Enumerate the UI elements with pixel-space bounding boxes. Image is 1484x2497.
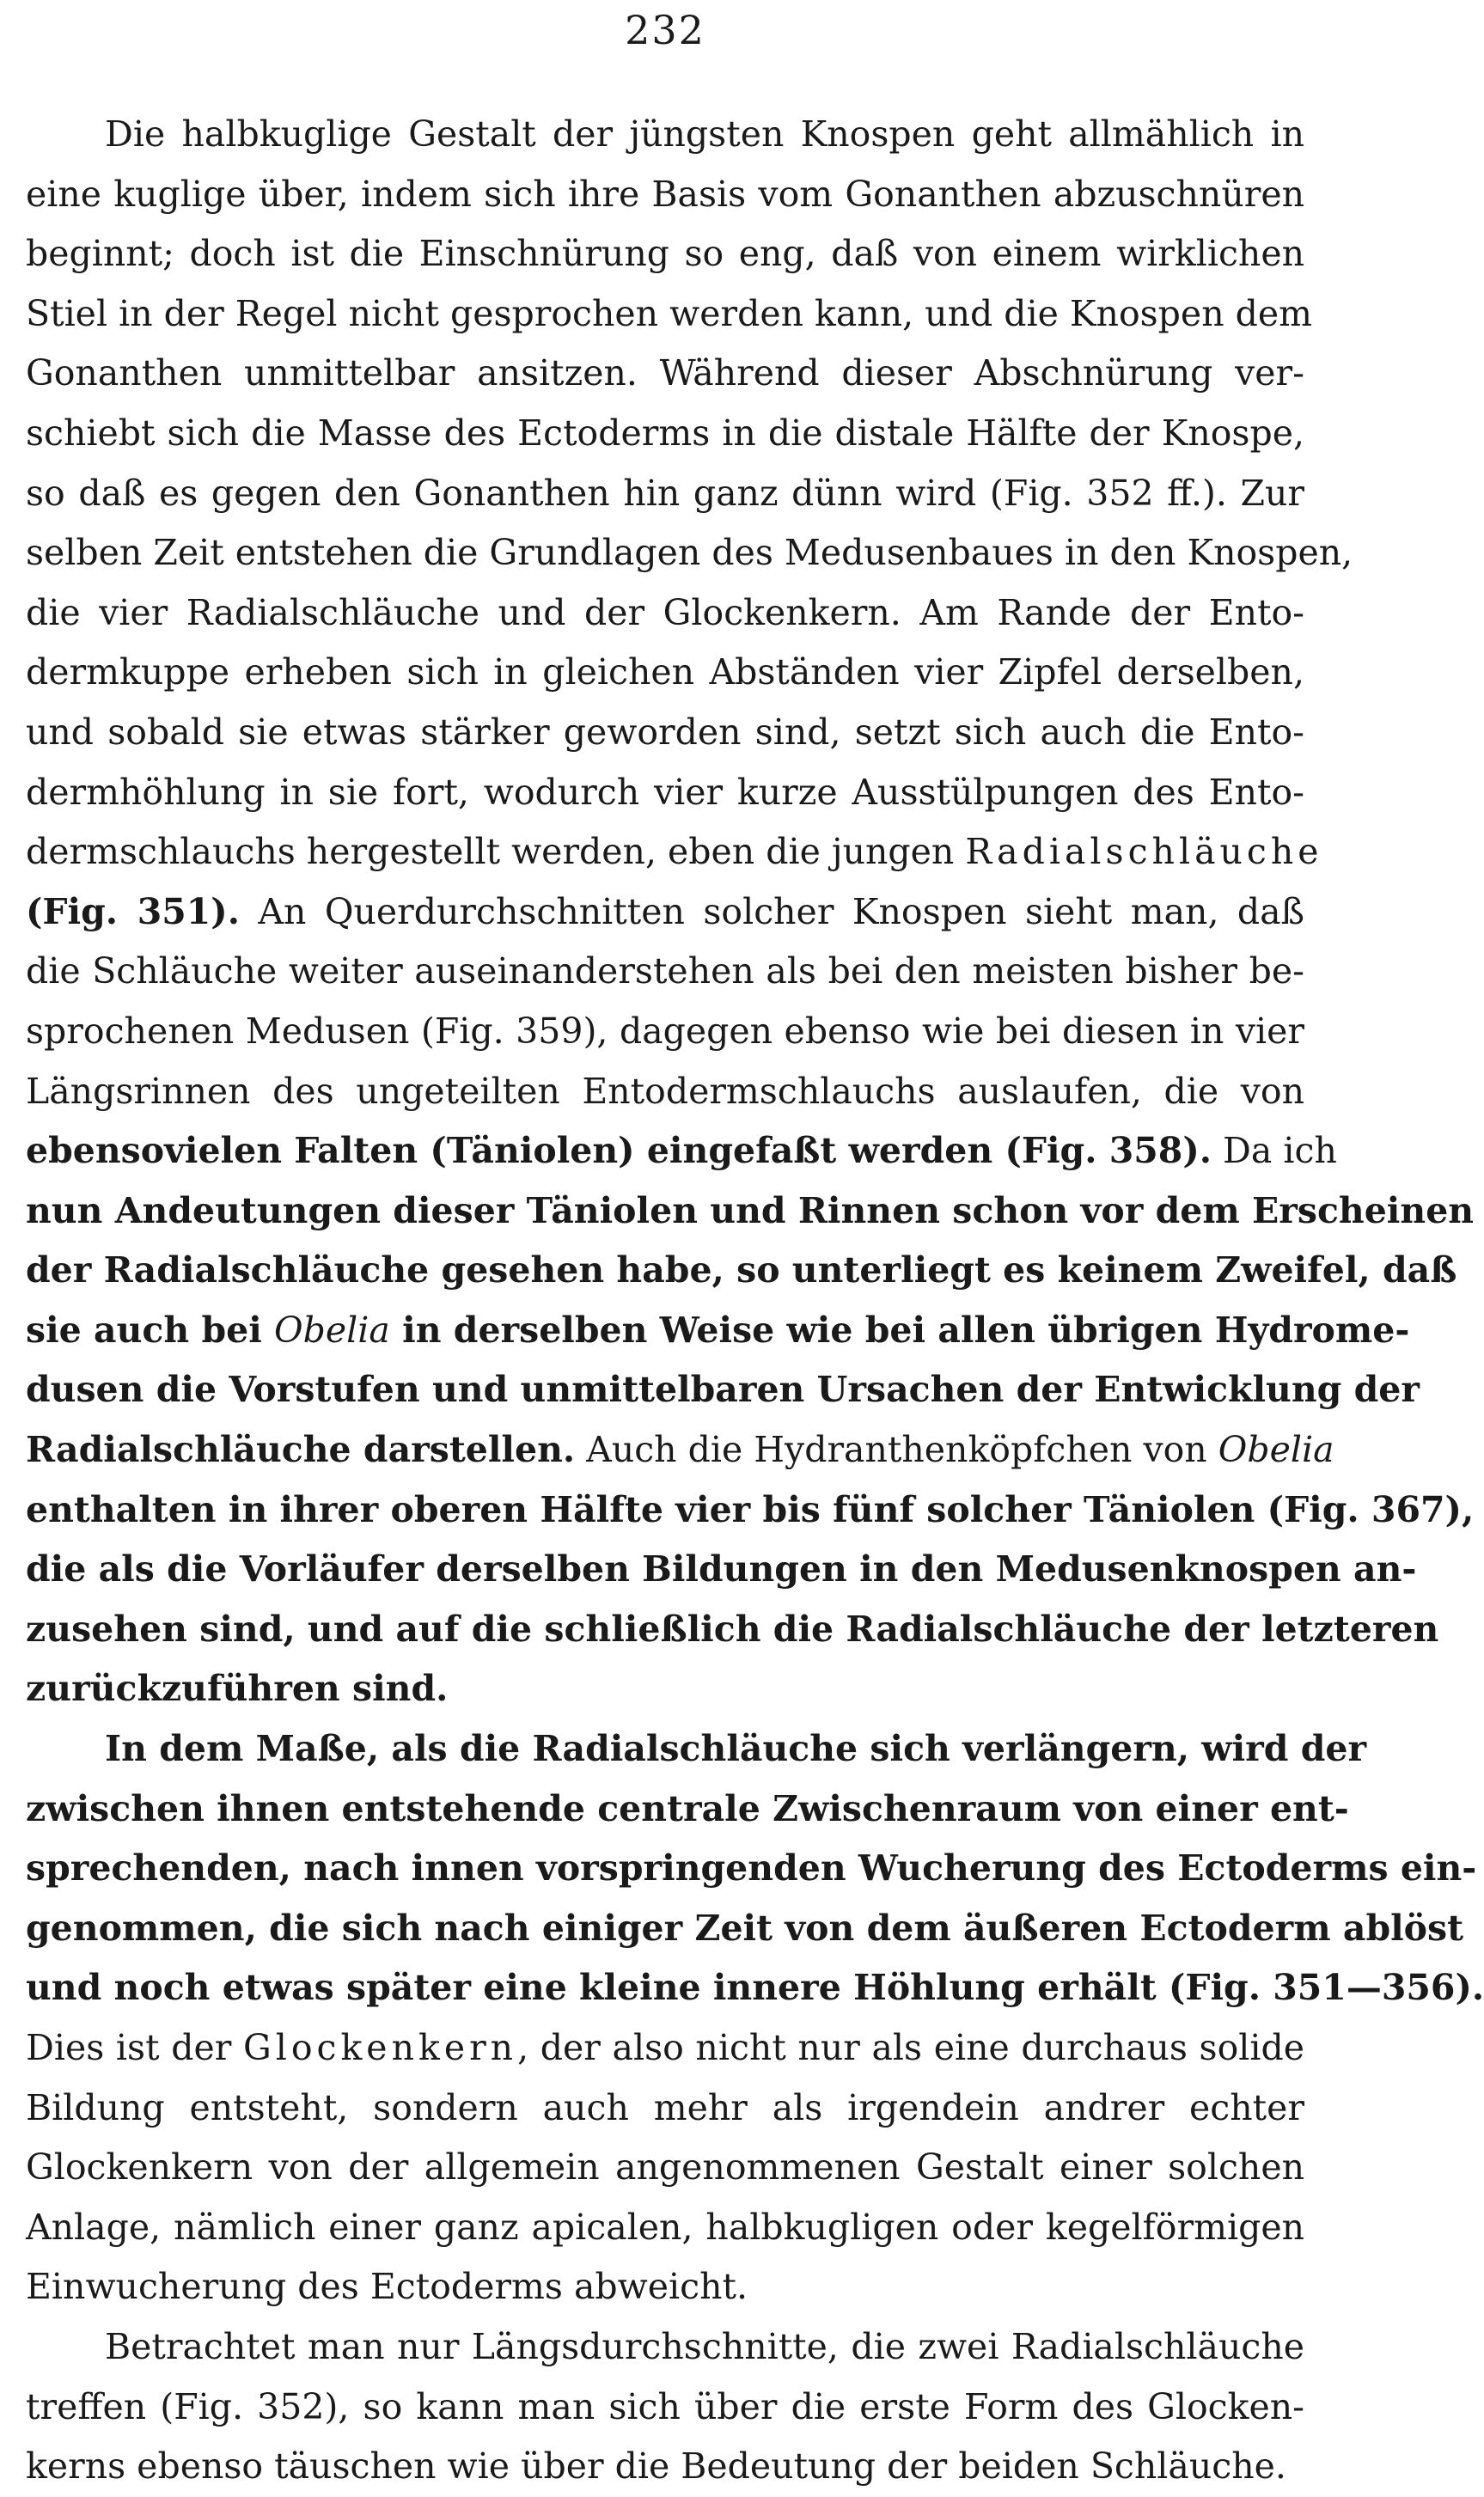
text-line: [26, 2437, 1304, 2497]
text-segment: Da ich: [1212, 1130, 1337, 1172]
text-line: [26, 1480, 1475, 1541]
text-segment: Glockenkern: [242, 2027, 518, 2068]
text-segment: Die halbkuglige Gestalt der jüngsten Knospen geht allmählich in: [105, 113, 1304, 155]
text-line: [26, 1958, 1484, 2018]
text-line: [26, 1780, 1349, 1840]
text-segment: zurückzuführen sind.: [26, 1668, 449, 1710]
text-segment: und sobald sie etwas stärker geworden sind, setzt sich auch die Ento-: [26, 711, 1304, 753]
text-segment: Dies ist der: [26, 2027, 243, 2068]
text-line: [26, 1241, 1457, 1301]
text-line: [26, 2378, 1304, 2438]
text-segment: Längsrinnen des ungeteilten Entodermschlauchs auslaufen, die von: [26, 1070, 1304, 1112]
text-segment: Glockenkern von der allgemein angenommenen Gestalt einer solchen: [26, 2146, 1304, 2189]
text-line: [26, 344, 1304, 404]
text-segment: Radialschläuche: [965, 831, 1323, 873]
text-segment: dusen die Vorstufen und unmittelbaren Ursachen der Entwicklung der: [26, 1369, 1420, 1411]
text-line: [26, 1659, 1304, 1719]
body-text: [26, 105, 1484, 2497]
text-segment: zusehen sind, und auf die schließlich die Radialschläuche der letzteren: [26, 1608, 1439, 1650]
text-line: [26, 2079, 1304, 2139]
text-segment: , der also nicht nur als eine durchaus solide: [517, 2027, 1305, 2068]
text-segment: An Querdurchschnitten solcher Knospen sieht man, daß: [239, 890, 1304, 932]
text-line: [26, 284, 1313, 345]
text-line: [26, 1121, 1337, 1181]
text-line: [26, 1899, 1464, 1959]
text-line: [26, 703, 1304, 763]
text-line: [26, 1360, 1420, 1420]
text-line: [26, 1420, 1334, 1480]
text-line: [26, 2257, 1304, 2317]
text-segment: Gonanthen unmittelbar ansitzen. Während dieser Abschnürung ver-: [26, 352, 1304, 394]
text-line: [26, 643, 1304, 703]
text-segment: Einwucherung des Ectoderms abweicht.: [26, 2266, 748, 2308]
text-line: [26, 1301, 1410, 1361]
text-segment: die Schläuche weiter auseinanderstehen als bei den meisten bisher be-: [26, 950, 1304, 992]
text-segment: ebensovielen Falten (Täniolen) eingefaßt werden (Fig. 358).: [26, 1130, 1212, 1172]
text-line: [26, 1600, 1439, 1660]
text-segment: sprechenden, nach innen vorspringenden Wucherung des Ectoderms ein-: [26, 1847, 1477, 1890]
text-segment: selben Zeit entstehen die Grundlagen des Medusenbaues in den Knospen,: [26, 532, 1353, 574]
text-segment: eine kuglige über, indem sich ihre Basis vom Gonanthen abzuschnüren: [26, 173, 1304, 215]
paragraph: [26, 2317, 1304, 2497]
text-segment: Anlage, nämlich einer ganz apicalen, halbkugligen oder kegelförmigen: [26, 2206, 1304, 2248]
text-line: [26, 1839, 1477, 1899]
text-segment: nun Andeutungen dieser Täniolen und Rinnen schon vor dem Erscheinen: [26, 1189, 1475, 1231]
text-segment: und noch etwas später eine kleine innere Höhlung erhält (Fig. 351—356).: [26, 1967, 1484, 2009]
text-segment: dermkuppe erheben sich in gleichen Abständen vier Zipfel derselben,: [26, 651, 1304, 693]
text-segment: in derselben Weise wie bei allen übrigen Hydrome-: [389, 1309, 1410, 1351]
text-line: [26, 523, 1353, 583]
paragraph: [26, 105, 1475, 1719]
text-line: [26, 404, 1304, 464]
text-segment: In dem Maße, als die Radialschläuche sich verlängern, wird der: [105, 1728, 1367, 1770]
text-segment: dermhöhlung in sie fort, wodurch vier kurze Ausstülpungen des Ento-: [26, 771, 1304, 813]
text-segment: Radialschläuche darstellen.: [26, 1429, 576, 1471]
text-segment: die als die Vorläufer derselben Bildungen in den Medusenknospen an-: [26, 1548, 1417, 1590]
text-line: [26, 1062, 1304, 1122]
text-line: [26, 942, 1304, 1002]
text-line: [26, 464, 1304, 524]
paragraph: [26, 1719, 1484, 2317]
text-segment: der Radialschläuche gesehen habe, so unterliegt es keinem Zweifel, daß: [26, 1249, 1457, 1291]
text-line: [26, 2138, 1304, 2198]
text-line: [26, 822, 1323, 882]
text-line: [26, 224, 1304, 284]
text-segment: Auch die Hydranthenköpfchen von: [575, 1429, 1218, 1471]
text-segment: (Fig. 351).: [26, 890, 240, 932]
text-segment: die vier Radialschläuche und der Glockenkern. Am Rande der Ento-: [26, 591, 1304, 633]
text-line: [26, 105, 1304, 165]
text-line: [26, 763, 1304, 823]
text-line: [26, 2198, 1304, 2258]
text-line: [26, 1181, 1475, 1242]
text-segment: kerns ebenso täuschen wie über die Bedeutung der beiden Schläuche.: [26, 2445, 1286, 2488]
page-number: 232: [625, 7, 705, 53]
text-segment: Bildung entsteht, sondern auch mehr als irgendein andrer echter: [26, 2086, 1304, 2128]
text-segment: Obelia: [274, 1309, 390, 1351]
text-line: [26, 882, 1304, 943]
text-segment: treffen (Fig. 352), so kann man sich über die erste Form des Glocken-: [26, 2385, 1304, 2427]
text-line: [26, 583, 1304, 644]
text-segment: Betrachtet man nur Längsdurchschnitte, die zwei Radialschläuche: [105, 2325, 1304, 2367]
text-segment: enthalten in ihrer oberen Hälfte vier bis fünf solcher Täniolen (Fig. 367),: [26, 1488, 1475, 1530]
text-segment: zwischen ihnen entstehende centrale Zwischenraum von einer ent-: [26, 1787, 1349, 1829]
text-segment: sie auch bei: [26, 1309, 275, 1351]
text-segment: Stiel in der Regel nicht gesprochen werden kann, und die Knospen dem: [26, 292, 1313, 334]
text-segment: dermschlauchs hergestellt werden, eben die jungen: [26, 831, 966, 873]
text-line: [26, 2018, 1304, 2079]
text-segment: Obelia: [1218, 1429, 1334, 1471]
text-segment: schiebt sich die Masse des Ectoderms in die distale Hälfte der Knospe,: [26, 412, 1304, 454]
text-line: [26, 1719, 1367, 1780]
text-segment: genommen, die sich nach einiger Zeit von dem äußeren Ectoderm ablöst: [26, 1907, 1464, 1949]
text-line: [26, 2317, 1304, 2378]
text-segment: so daß es gegen den Gonanthen hin ganz dünn wird (Fig. 352 ff.). Zur: [26, 472, 1304, 514]
text-line: [26, 165, 1304, 225]
text-line: [26, 1002, 1304, 1062]
text-line: [26, 1540, 1417, 1600]
text-segment: sprochenen Medusen (Fig. 359), dagegen ebenso wie bei diesen in vier: [26, 1010, 1304, 1052]
text-segment: beginnt; doch ist die Einschnürung so eng, daß von einem wirklichen: [26, 233, 1304, 275]
